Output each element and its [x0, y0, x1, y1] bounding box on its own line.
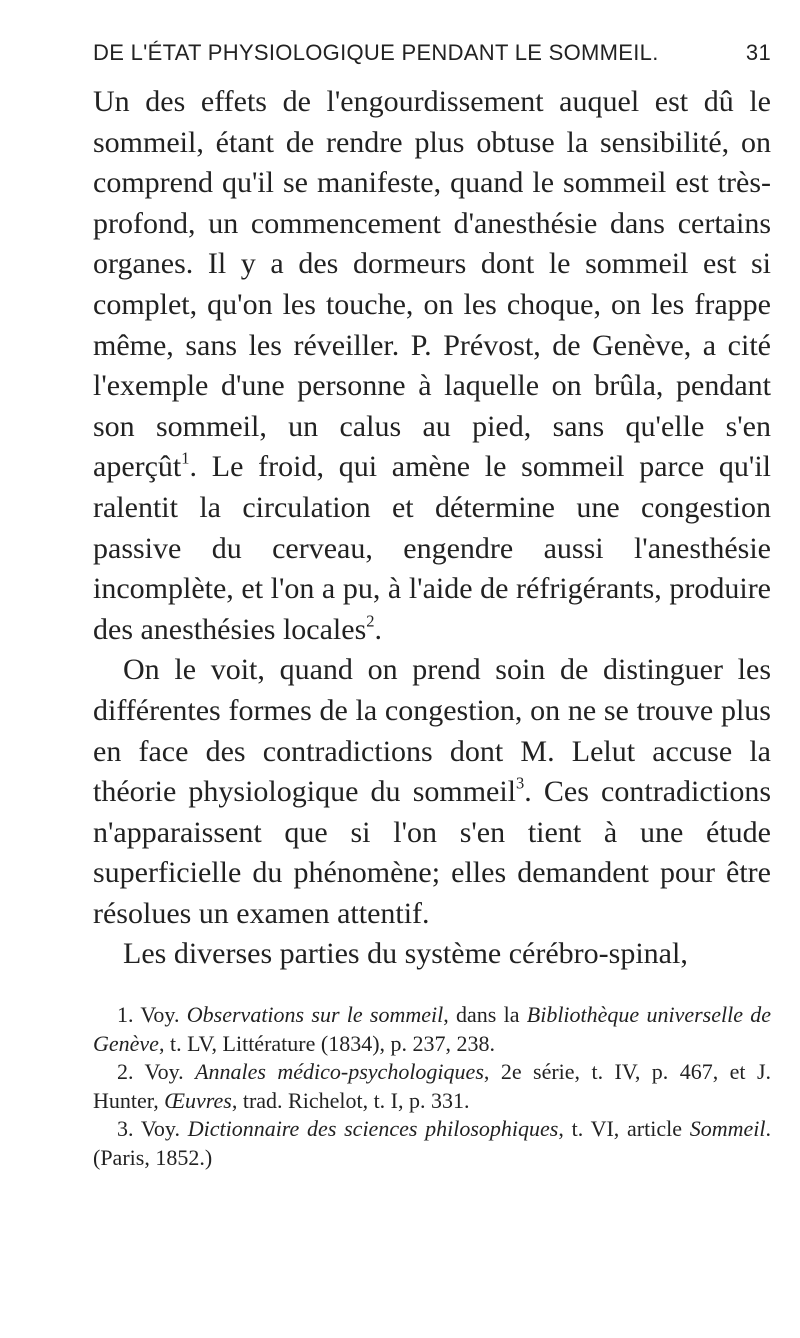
footnote-3-title: Dictionnaire des sciences philosophiques	[187, 1116, 559, 1142]
footnote-1-post: , t. LV, Littérature (1834), p. 237, 238.	[158, 1030, 496, 1056]
paragraph-2-text-b: . Ces contradictions n'apparaissent que si l'on s'en tient à une étude superficielle du phénomène; elles demandent pour être résolues un examen attentif.	[93, 775, 772, 930]
footnote-1-title2: Bibliothèque universelle de Genève	[93, 1002, 772, 1056]
footnote-3-post: . (Paris, 1852.)	[93, 1116, 771, 1171]
footnote-ref-3[interactable]: 3	[516, 773, 525, 793]
running-title: DE L'ÉTAT PHYSIOLOGIQUE PENDANT LE SOMMEIL.	[93, 40, 659, 65]
paragraph-2	[93, 650, 771, 934]
paragraph-1-text-c: .	[374, 612, 382, 646]
footnote-ref-2[interactable]: 2	[366, 611, 375, 631]
footnote-1	[93, 1001, 771, 1058]
footnote-ref-1[interactable]: 1	[181, 448, 190, 468]
footnote-1-pre: 1. Voy.	[117, 1002, 187, 1028]
footnote-2-mid: , 2e série, t. IV, p. 467, et J. Hunter,	[93, 1059, 771, 1113]
book-page	[93, 40, 771, 1173]
paragraph-2-text-a: On le voit, quand on prend soin de distinguer les différentes formes de la congestion, on ne se trouve plus en face des contradictions dont M. Lelut accuse la théorie physiologique du sommeil	[93, 653, 771, 809]
footnote-2	[93, 1058, 771, 1115]
footnote-3-pre: 3. Voy.	[117, 1116, 188, 1142]
footnote-1-title: Observations sur le sommeil	[186, 1002, 444, 1028]
paragraph-1-text-b: . Le froid, qui amène le sommeil parce qu'il ralentit la circulation et détermine une congestion passive du cerveau, engendre aussi l'anesthésie incomplète, et l'on a pu, à l'aide de réfrigérants, produire des anesthésies locales	[93, 450, 771, 646]
footnotes	[93, 1001, 771, 1173]
paragraph-1	[93, 82, 771, 650]
footnote-2-title2: Œuvres	[164, 1087, 232, 1113]
footnote-2-post: , trad. Richelot, t. I, p. 331.	[231, 1087, 470, 1113]
running-head	[93, 40, 771, 82]
paragraph-1-text-a: Un des effets de l'engourdissement auquel est dû le sommeil, étant de rendre plus obtuse la sensibilité, on comprend qu'il se manifeste, quand le sommeil est très-profond, un commencement d'anesthésie dans certains organes. Il y a des dormeurs dont le sommeil est si complet, qu'on les touche, on les choque, on les frappe même, sans les réveiller. P. Prévost, de Genève, a cité l'exemple d'une personne à laquelle on brûla, pendant son sommeil, un calus au pied, sans qu'elle s'en aperçût	[93, 85, 771, 484]
footnote-2-title: Annales médico-psychologiques	[195, 1059, 484, 1085]
footnote-3-mid: , t. VI, article	[558, 1116, 690, 1142]
footnote-1-mid: , dans la	[443, 1002, 527, 1028]
page-number: 31	[745, 40, 771, 65]
footnote-3	[93, 1115, 771, 1172]
paragraph-3: Les diverses parties du système cérébro-spinal,	[123, 937, 688, 971]
footnote-3-title2: Sommeil	[689, 1116, 766, 1142]
footnote-2-pre: 2. Voy.	[117, 1059, 196, 1085]
body-text	[93, 82, 771, 975]
